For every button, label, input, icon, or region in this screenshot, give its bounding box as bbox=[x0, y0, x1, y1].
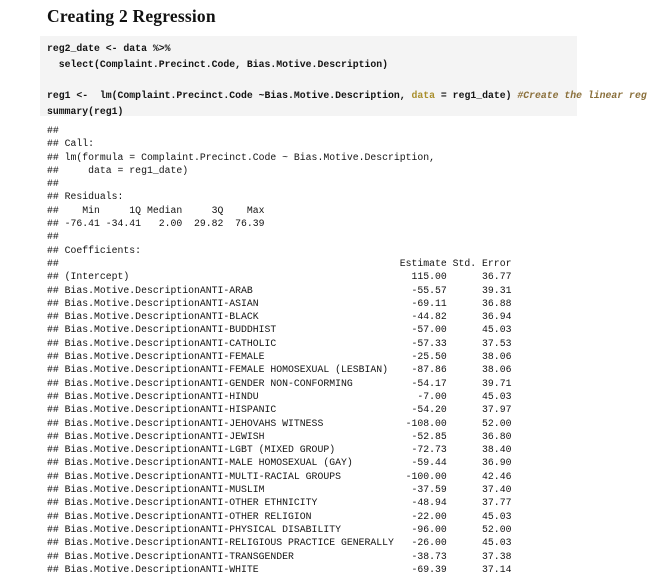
output-line: ## bbox=[47, 125, 59, 136]
code-line bbox=[47, 88, 647, 104]
output-line: ## Min 1Q Median 3Q Max bbox=[47, 204, 271, 216]
coefficient-row: ## Bias.Motive.DescriptionANTI-TRANSGENDER -38.73 37.38 bbox=[47, 550, 512, 562]
code-line bbox=[47, 72, 647, 88]
code-token: select(Complaint.Precinct.Code, Bias.Motive.Description) bbox=[47, 58, 388, 70]
code-token: reg1 <- lm(Complaint.Precinct.Code ~Bias.Motive.Description, bbox=[47, 90, 412, 102]
coefficient-row: ## (Intercept) 115.00 36.77 bbox=[47, 271, 512, 283]
coefficient-row: ## Bias.Motive.DescriptionANTI-OTHER ETHNICITY -48.94 37.77 bbox=[47, 497, 512, 509]
output-line: ## bbox=[47, 231, 59, 243]
coefficient-row: ## Bias.Motive.DescriptionANTI-JEWISH -52.85 36.80 bbox=[47, 430, 512, 442]
coefficient-row: ## Bias.Motive.DescriptionANTI-FEMALE -25.50 38.06 bbox=[47, 351, 512, 363]
page-title: Creating 2 Regression bbox=[47, 6, 216, 26]
output-line: ## Residuals: bbox=[47, 191, 124, 203]
coefficient-row: ## Bias.Motive.DescriptionANTI-BLACK -44.82 36.94 bbox=[47, 311, 512, 323]
code-token: summary(reg1) bbox=[47, 105, 124, 117]
coefficient-row: ## Bias.Motive.DescriptionANTI-CATHOLIC -57.33 37.53 bbox=[47, 337, 512, 349]
output-line: ## bbox=[47, 178, 59, 190]
output-line: ## Call: bbox=[47, 138, 95, 150]
code-token: data bbox=[411, 90, 436, 102]
code-line bbox=[47, 57, 647, 73]
coefficient-row: ## Bias.Motive.DescriptionANTI-RELIGIOUS PRACTICE GENERALLY -26.00 45.03 bbox=[47, 537, 512, 549]
output-line: ## lm(formula = Complaint.Precinct.Code ~ Bias.Motive.Description, bbox=[47, 151, 441, 163]
output-line: ## Coefficients: bbox=[47, 244, 142, 256]
code-token: reg2_date <- data %>% bbox=[47, 43, 171, 54]
coefficient-row: ## Bias.Motive.DescriptionANTI-HINDU -7.00 45.03 bbox=[47, 390, 512, 402]
coefficient-row: ## Bias.Motive.DescriptionANTI-LGBT (MIXED GROUP) -72.73 38.40 bbox=[47, 444, 512, 456]
coefficient-row: ## Bias.Motive.DescriptionANTI-WHITE -69.39 37.14 bbox=[47, 563, 512, 575]
coefficient-row: ## Bias.Motive.DescriptionANTI-BUDDHIST -57.00 45.03 bbox=[47, 324, 512, 336]
coefficient-row: ## Bias.Motive.DescriptionANTI-JEHOVAHS WITNESS -108.00 52.00 bbox=[47, 417, 512, 429]
coefficient-row: ## Bias.Motive.DescriptionANTI-OTHER RELIGION -22.00 45.03 bbox=[47, 510, 512, 522]
coefficient-row: ## Bias.Motive.DescriptionANTI-GENDER NON-CONFORMING -54.17 39.71 bbox=[47, 377, 512, 389]
r-console-output bbox=[47, 124, 511, 576]
coefficients-header: ## Estimate Std. Error bbox=[47, 257, 512, 269]
coefficient-row: ## Bias.Motive.DescriptionANTI-MALE HOMOSEXUAL (GAY) -59.44 36.90 bbox=[47, 457, 512, 469]
coefficient-row: ## Bias.Motive.DescriptionANTI-MUSLIM -37.59 37.40 bbox=[47, 484, 512, 496]
coefficient-row: ## Bias.Motive.DescriptionANTI-MULTI-RACIAL GROUPS -100.00 42.46 bbox=[47, 470, 512, 482]
coefficient-row: ## Bias.Motive.DescriptionANTI-ASIAN -69.11 36.88 bbox=[47, 297, 512, 309]
r-source-code bbox=[47, 41, 647, 119]
coefficient-row: ## Bias.Motive.DescriptionANTI-FEMALE HOMOSEXUAL (LESBIAN) -87.86 38.06 bbox=[47, 364, 512, 376]
output-line: ## -76.41 -34.41 2.00 29.82 76.39 bbox=[47, 218, 271, 230]
code-token: = reg1_date) bbox=[435, 90, 518, 102]
coefficient-row: ## Bias.Motive.DescriptionANTI-HISPANIC -54.20 37.97 bbox=[47, 404, 512, 416]
output-line: ## data = reg1_date) bbox=[47, 164, 189, 176]
coefficient-row: ## Bias.Motive.DescriptionANTI-ARAB -55.57 39.31 bbox=[47, 284, 512, 296]
r-code-block bbox=[40, 36, 647, 117]
code-line bbox=[47, 104, 647, 120]
code-line bbox=[47, 41, 647, 57]
coefficient-row: ## Bias.Motive.DescriptionANTI-PHYSICAL DISABILITY -96.00 52.00 bbox=[47, 523, 512, 535]
code-comment: #Create the linear reg bbox=[517, 90, 647, 102]
